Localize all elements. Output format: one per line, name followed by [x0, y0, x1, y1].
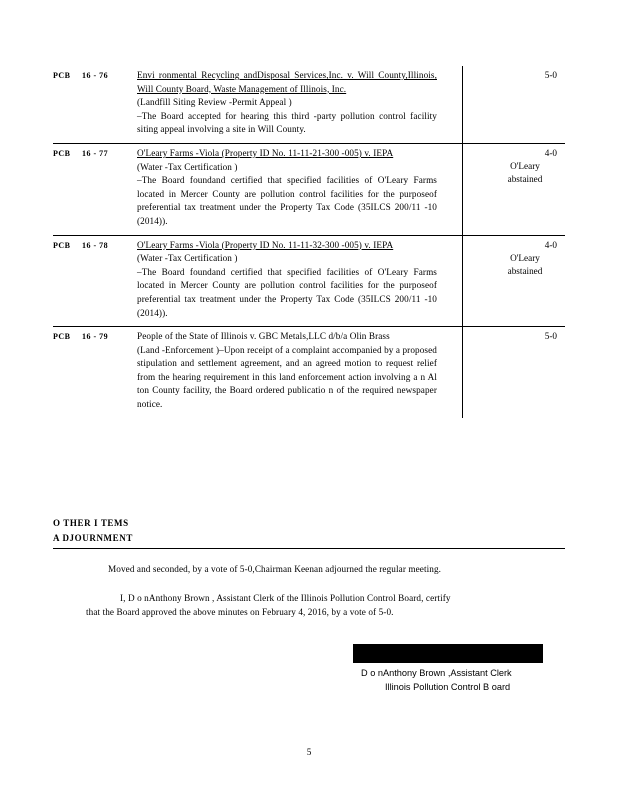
case-type: (Water -Tax Certification ) — [137, 253, 238, 264]
other-items-heading: O THER I TEMS — [53, 518, 129, 528]
case-description — [137, 327, 437, 418]
signature-name: D o nAnthony Brown ,Assistant Clerk — [361, 668, 512, 678]
case-row — [53, 144, 565, 236]
case-number: PCB 16 - 78 — [53, 240, 109, 250]
case-title: O'Leary Farms -Viola (Property ID No. 11-11-32-300 -005) v. IEPA — [137, 239, 394, 250]
case-vote: 4-0 O'Leary abstained — [463, 144, 565, 235]
case-vote: 5-0 — [544, 331, 557, 342]
adjournment-heading: A DJOURNMENT — [53, 533, 133, 543]
case-type: (Landfill Siting Review -Permit Appeal ) — [137, 97, 292, 108]
section-headings — [53, 516, 133, 546]
case-vote: 4-0 O'Leary abstained — [463, 236, 565, 327]
case-title: People of the State of Illinois v. GBC Metals,LLC d/b/a Olin Brass — [137, 331, 390, 342]
vote-note: O'Leary abstained — [507, 160, 543, 184]
signature-organization: Illinois Pollution Control B oard — [385, 681, 511, 692]
section-rule — [53, 548, 565, 549]
case-number: PCB 16 - 76 — [53, 71, 109, 80]
case-summary: –Upon receipt of a complaint accompanied by a proposed stipulation and settlement agreement, and an agreed motion to request relief from the hearing requirement in this land enforcement action involving a n Al ton County facility, the Board ordered publicatio n of the required newspaper notice. — [137, 344, 437, 410]
case-vote: 5-0 — [544, 70, 557, 80]
case-description — [137, 144, 437, 235]
case-type: (Water -Tax Certification ) — [137, 161, 238, 172]
case-description — [137, 236, 437, 327]
case-row — [53, 66, 565, 144]
case-type: (Land -Enforcement ) — [137, 344, 220, 355]
redacted-signature — [353, 644, 543, 663]
page-number: 5 — [306, 747, 312, 757]
signature-block — [353, 667, 543, 694]
case-row — [53, 327, 565, 418]
case-number: PCB 16 - 77 — [53, 148, 109, 158]
vote-note: O'Leary abstained — [507, 252, 543, 276]
case-summary: –The Board accepted for hearing this third -party pollution control facility siting appeal involving a site in Will County. — [137, 110, 437, 135]
case-row — [53, 236, 565, 328]
case-list — [53, 66, 565, 418]
adjournment-text: Moved and seconded, by a vote of 5-0,Chairman Keenan adjourned the regular meeting. — [108, 564, 442, 574]
case-summary: –The Board foundand certified that specified facilities of O'Leary Farms located in Mercer County are pollution control facilities for the purposeof preferential tax treatment under the Property Tax Code (35ILCS 200/11 -10 (2014)). — [137, 266, 437, 318]
case-summary: –The Board foundand certified that specified facilities of O'Leary Farms located in Mercer County are pollution control facilities for the purposeof preferential tax treatment under the Property Tax Code (35ILCS 200/11 -10 (2014)). — [137, 175, 437, 226]
case-title: Envi ronmental Recycling andDisposal Services,Inc. v. Will County,Illinois, Will County Board, Waste Management of Illinois, Inc. — [137, 70, 437, 94]
case-description — [137, 66, 437, 143]
case-number: PCB 16 - 79 — [53, 332, 109, 342]
certification-text: I, D o nAnthony Brown , Assistant Clerk of the Illinois Pollution Control Board, certify that the Board approved the above minutes on February 4, 2016, by a vote of 5-0. — [86, 593, 451, 617]
case-title: O'Leary Farms -Viola (Property ID No. 11-11-21-300 -005) v. IEPA — [137, 147, 394, 158]
